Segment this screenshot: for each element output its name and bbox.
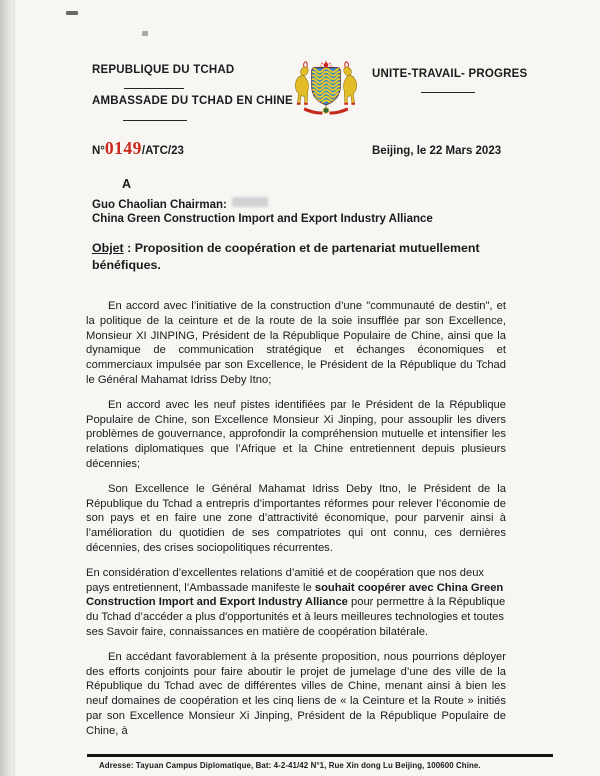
reference-number	[92, 138, 184, 159]
footer-address: Adresse: Tayuan Campus Diplomatique, Bat: 4-2-41/42 N°1, Rue Xin dong Lu Beijing, 100600 Chine.	[99, 761, 481, 770]
body-paragraph-4	[86, 566, 506, 640]
embassy-divider	[123, 120, 187, 121]
body-paragraph-3: Son Excellence le Général Mahamat Idriss Deby Itno, le Président de la République du Tchad a entrepris d’importantes réformes pour relever l’économie de son pays et en faire une zone d’attractivité économique, pour parvenir ainsi à l’amélioration du quotidien de ses compatriotes qui ont connu, ces dernières décennies, des crises sociopolitiques récurrentes.	[86, 482, 506, 554]
footer-divider	[87, 754, 553, 757]
scan-page-edge	[0, 0, 13, 776]
dateline: Beijing, le 22 Mars 2023	[372, 145, 502, 157]
body-paragraph-2: En accord avec les neuf pistes identifiées par le Président de la République Populaire de Chine, son Excellence Monsieur Xi Jinping, pour assouplir les divers problèmes de gouvernance, approfondir la compréhension mutuelle et intensifier les relations diplomatiques que l’Afrique et la Chine entretiennent depuis plusieurs décennies;	[86, 398, 506, 470]
chad-coat-of-arms-icon	[284, 59, 368, 117]
paragraph-4-text: pour permettre à la République du Tchad d’accéder a plus d'opportunités et à leurs meilleures technologies et toutes ses Savoir faire, connaissances en matière de coopération bilatérale.	[86, 596, 506, 638]
scan-artifact-mark	[66, 11, 78, 15]
addressee-salutation: A	[122, 177, 132, 191]
paragraph-4-text: En considération d’excellentes relations d’amitié et de coopération que nos deux pays entretiennent, l’Ambassade manifeste le	[86, 566, 485, 594]
letter-body	[86, 299, 506, 749]
body-paragraph-5: En accédant favorablement à la présente proposition, nous pourrions déployer des efforts conjoints pour faire aboutir le projet de jumelage d’une des ville de la République du Tchad avec de différentes villes de Chine, menant ainsi à bien les neuf domaines de coopération et les cinq liens de « la Ceinture et la Route » initiés par son Excellence Monsieur Xi Jinping, Président de la République Populaire de Chine, à	[86, 650, 506, 737]
republic-divider	[124, 88, 184, 89]
addressee-name: Guo Chaolian Chairman:	[92, 199, 227, 211]
addressee-organization: China Green Construction Import and Export Industry Alliance	[92, 213, 433, 225]
reference-prefix: N°	[92, 145, 105, 157]
body-paragraph-1: En accord avec l’initiative de la construction d’une "communauté de destin", et la politique de la ceinture et de la route de la soie insufflée par son Excellence, Monsieur XI JINPING, Président de la République Populaire de Chine, ainsi que la dynamique de communication stratégique et échanges économiques et commerciaux impulsée par son Excellence, le Président de la République du Tchad le Général Mahamat Idriss Deby Itno;	[86, 300, 506, 386]
reference-suffix: /ATC/23	[141, 145, 184, 157]
motto-title: UNITE-TRAVAIL- PROGRES	[372, 68, 528, 80]
embassy-title: AMBASSADE DU TCHAD EN CHINE	[92, 95, 293, 107]
motto-divider	[421, 92, 475, 93]
faint-stamp-artifact	[232, 197, 268, 207]
republic-title: REPUBLIQUE DU TCHAD	[92, 64, 235, 76]
subject-text: Proposition de coopération et de partenariat mutuellement bénéfiques.	[92, 241, 480, 272]
subject-separator: :	[123, 241, 135, 255]
reference-digits: 0149	[104, 138, 142, 158]
scan-artifact-mark	[142, 31, 148, 36]
scan-page-edge-highlight	[13, 0, 15, 776]
paragraph-4-bold-text: souhait coopérer avec China Green Construction Import and Export Industry Alliance	[86, 581, 504, 609]
subject-line	[92, 240, 504, 273]
subject-label: Objet	[92, 241, 124, 255]
